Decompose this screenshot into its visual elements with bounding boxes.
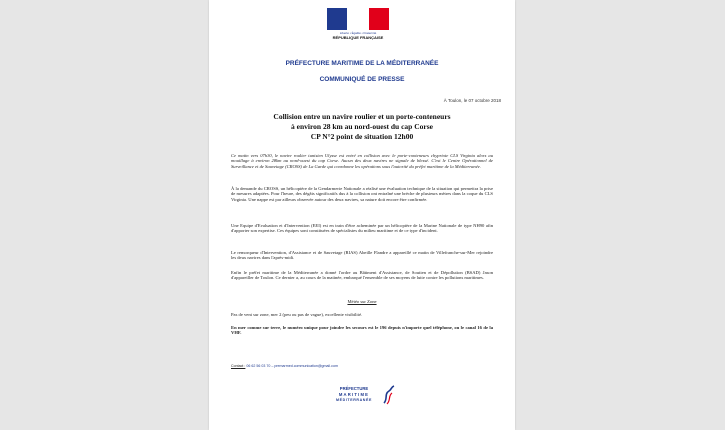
footer-logo-line-1: PRÉFECTURE (339, 386, 369, 391)
wave-icon (382, 385, 396, 405)
republic-label: RÉPUBLIQUE FRANÇAISE (332, 35, 384, 40)
cross-paragraph: À la demande du CROSS, un hélicoptère de la Gendarmerie Nationale a réalisé une évaluation technique de la situation qui permettra la prise de mesures adaptées. Pour l'heure, des dégâts significatifs dus à la collision ont entraîné une brèche de plusieurs mètres dans la coque du CLS Virginia. Une nappe est par ailleurs observée autour des deux navires, sa nature doit encore être confirmée. (231, 186, 493, 202)
rias-paragraph: Le remorqueur d'Intervention, d'Assistance et de Sauvetage (RIAS) Abeille Flandre a appareillé ce matin de Villefranche-sur-Mer rejoindre les deux navires dans l'après-midi. (231, 250, 493, 261)
prefecture-heading: PRÉFECTURE MARITIME DE LA MÉDITERRANÉE (285, 60, 439, 67)
intro-paragraph: Ce matin vers 07h30, le navire roulier tunisien Ulysse est entré en collision avec le porte-conteneurs chypriote CLS Virginia alors au mouillage à environ 28km au nord-ouest du cap Corse. Aucun des deux navires ne signale de blessé. C'est le Centre Opérationnel de Surveillance et de Sauvetage (CROSS) de La Garde qui coordonne les opérations sous l'autorité du préfet maritime de la Méditerranée. (231, 153, 493, 169)
emergency-notice: En mer comme sur terre, le numéro unique pour joindre les secours est le 196 depuis n'importe quel téléphone, ou le canal 16 de la VHF. (231, 325, 493, 336)
date-line: À Toulon, le 07 octobre 2018 (443, 98, 501, 103)
contact-line (231, 364, 338, 368)
communique-heading: COMMUNIQUÉ DE PRESSE (319, 76, 405, 83)
marianne-logo (327, 8, 389, 40)
footer-logo-line-2: MARITIME (338, 392, 370, 397)
document-page (209, 0, 515, 430)
title-line-1: Collision entre un navire roulier et un porte-conteneurs (273, 112, 451, 121)
title-line-2: à environ 28 km au nord-ouest du cap Corse (291, 122, 433, 131)
title-line-3: CP N°2 point de situation 12h00 (310, 132, 414, 141)
eei-paragraph: Une Equipe d'Evaluation et d'Intervention (EEI) est en train d'être acheminée par un hélicoptère de la Marine Nationale de type NH90 afin d'apporter son expertise. Ces équipes sont constituées de spécialistes du milieu maritime et de ce type d'incident. (231, 223, 493, 234)
meteo-text: Pas de vent sur zone, mer 2 (peu ou pas de vague), excellente visibilité. (231, 312, 363, 317)
contact-link[interactable]: 06 62 56 03 70 – premarmed.communication@gmail.com (246, 364, 338, 368)
meteo-heading: Météo sur Zone (347, 299, 377, 304)
footer-logo-line-3: MÉDITERRANÉE (336, 398, 372, 402)
tricolor-flag-icon (327, 8, 389, 30)
motto: Liberté • Égalité • Fraternité (339, 31, 377, 35)
bsad-paragraph: Enfin le préfet maritime de la Méditerranée a donné l'ordre au Bâtiment d'Assistance, de Soutien et de Dépollution (BSAD) Jason d'appareiller de Toulon. Ce dernier a, au cours de la matinée, embarqué l'ensemble de ses moyens de lutte contre les pollutions maritimes. (231, 270, 493, 281)
contact-label: Contact : (231, 364, 246, 368)
prefecture-maritime-logo (326, 381, 398, 409)
